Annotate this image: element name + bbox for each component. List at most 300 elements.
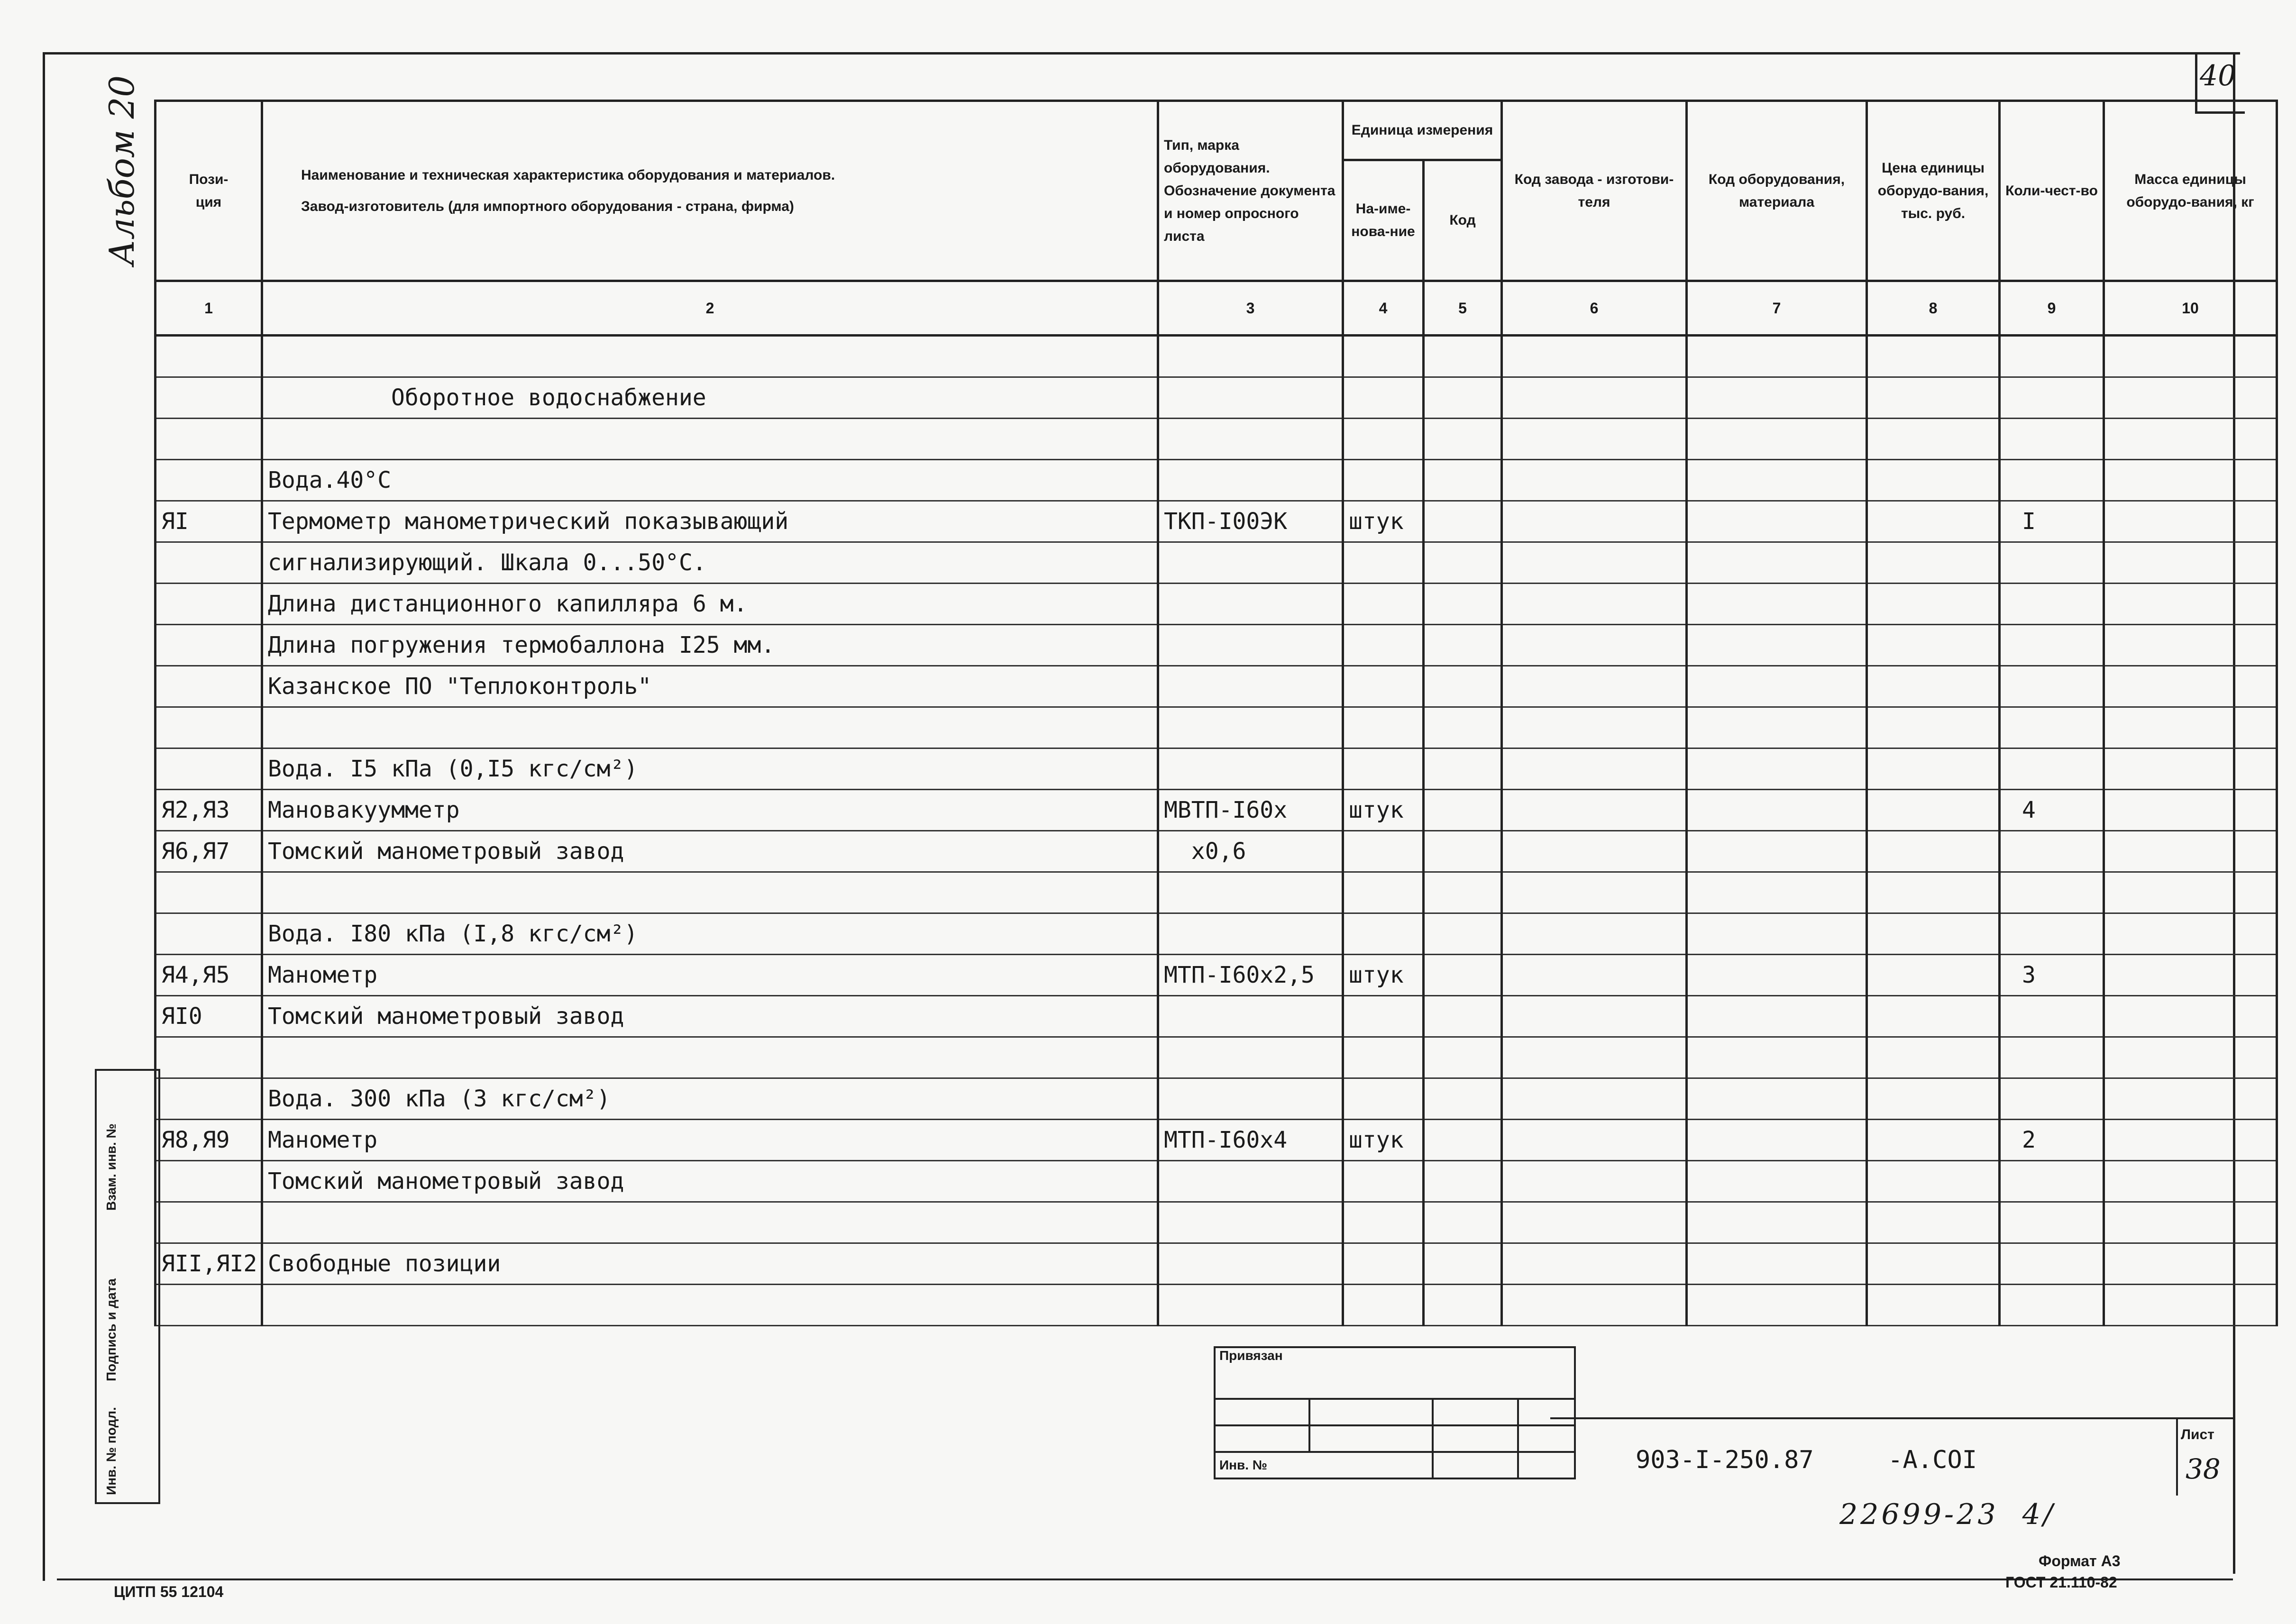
stamp-cell bbox=[1309, 1425, 1433, 1452]
row-unit-code bbox=[1424, 1243, 1502, 1285]
row-unit bbox=[1343, 1202, 1424, 1243]
row-unit-code bbox=[1424, 377, 1502, 419]
row-unit bbox=[1343, 584, 1424, 625]
table-row bbox=[156, 1161, 2277, 1202]
row-quantity bbox=[2000, 707, 2104, 748]
row-position: Я8,Я9 bbox=[156, 1120, 262, 1161]
row-equipment-code bbox=[1687, 625, 1867, 666]
row-equipment-code bbox=[1687, 542, 1867, 584]
stamp-inv-no: Инв. № bbox=[1215, 1452, 1433, 1478]
row-name: Мановакуумметр bbox=[262, 790, 1158, 831]
row-mass bbox=[2104, 707, 2277, 748]
row-factory-code bbox=[1502, 1202, 1687, 1243]
row-mass bbox=[2104, 1285, 2277, 1326]
stamp-cell bbox=[1215, 1425, 1309, 1452]
row-quantity: 4 bbox=[2000, 790, 2104, 831]
header-name-line2: Завод-изготовитель (для импортного оборудования - страна, фирма) bbox=[301, 198, 794, 214]
col-num-10: 10 bbox=[2104, 281, 2277, 336]
row-mass bbox=[2104, 1037, 2277, 1078]
row-price bbox=[1867, 584, 2000, 625]
row-factory-code bbox=[1502, 542, 1687, 584]
row-mass bbox=[2104, 625, 2277, 666]
table-row bbox=[156, 666, 2277, 707]
row-factory-code bbox=[1502, 1120, 1687, 1161]
row-unit bbox=[1343, 1078, 1424, 1120]
row-equipment-code bbox=[1687, 1243, 1867, 1285]
row-quantity bbox=[2000, 542, 2104, 584]
row-name bbox=[262, 1202, 1158, 1243]
row-equipment-code bbox=[1687, 872, 1867, 913]
row-name: Томский манометровый завод bbox=[262, 1161, 1158, 1202]
sheet-label: Лист bbox=[2181, 1427, 2214, 1442]
header-name bbox=[262, 101, 1158, 281]
row-unit bbox=[1343, 913, 1424, 955]
row-quantity bbox=[2000, 748, 2104, 790]
row-mass bbox=[2104, 996, 2277, 1037]
row-unit-code bbox=[1424, 1202, 1502, 1243]
row-position bbox=[156, 460, 262, 501]
row-quantity bbox=[2000, 1285, 2104, 1326]
table-body bbox=[156, 336, 2277, 1326]
row-mass bbox=[2104, 1202, 2277, 1243]
row-price bbox=[1867, 1202, 2000, 1243]
row-unit bbox=[1343, 377, 1424, 419]
side-label-vzam: Взам. инв. № bbox=[104, 1123, 119, 1211]
stamp-privyazan: Привязан bbox=[1215, 1347, 1575, 1399]
table-row bbox=[156, 1037, 2277, 1078]
row-unit bbox=[1343, 625, 1424, 666]
row-name: сигнализирующий. Шкала 0...50°С. bbox=[262, 542, 1158, 584]
row-equipment-code bbox=[1687, 501, 1867, 542]
row-name: Вода. 300 кПа (3 кгс/см²) bbox=[262, 1078, 1158, 1120]
row-type bbox=[1158, 419, 1343, 460]
row-unit-code bbox=[1424, 666, 1502, 707]
header-quantity: Коли-чест-во bbox=[2000, 101, 2104, 281]
row-unit-code bbox=[1424, 955, 1502, 996]
row-unit bbox=[1343, 1161, 1424, 1202]
row-equipment-code bbox=[1687, 955, 1867, 996]
row-quantity: 3 bbox=[2000, 955, 2104, 996]
row-price bbox=[1867, 831, 2000, 872]
row-equipment-code bbox=[1687, 460, 1867, 501]
row-name: Вода. I5 кПа (0,I5 кгс/см²) bbox=[262, 748, 1158, 790]
row-equipment-code bbox=[1687, 1202, 1867, 1243]
sheet-number-top: 40 bbox=[2200, 59, 2236, 92]
stamp-cell bbox=[1518, 1452, 1575, 1478]
row-equipment-code bbox=[1687, 1285, 1867, 1326]
handwritten-inventory-number: 22699-23 4/ bbox=[1839, 1498, 2056, 1531]
row-quantity bbox=[2000, 460, 2104, 501]
row-unit-code bbox=[1424, 831, 1502, 872]
row-factory-code bbox=[1502, 913, 1687, 955]
row-factory-code bbox=[1502, 872, 1687, 913]
row-quantity bbox=[2000, 666, 2104, 707]
row-price bbox=[1867, 336, 2000, 377]
row-name bbox=[262, 707, 1158, 748]
row-quantity bbox=[2000, 1161, 2104, 1202]
row-quantity bbox=[2000, 419, 2104, 460]
row-type bbox=[1158, 1037, 1343, 1078]
row-position bbox=[156, 707, 262, 748]
row-factory-code bbox=[1502, 666, 1687, 707]
row-mass bbox=[2104, 1120, 2277, 1161]
row-type: МВТП-I60х bbox=[1158, 790, 1343, 831]
row-name: Длина погружения термобаллона I25 мм. bbox=[262, 625, 1158, 666]
row-price bbox=[1867, 1120, 2000, 1161]
row-unit bbox=[1343, 1285, 1424, 1326]
row-name bbox=[262, 419, 1158, 460]
row-unit-code bbox=[1424, 419, 1502, 460]
row-position: Я6,Я7 bbox=[156, 831, 262, 872]
header-unit-price: Цена единицы оборудо-вания, тыс. руб. bbox=[1867, 101, 2000, 281]
row-quantity bbox=[2000, 996, 2104, 1037]
row-factory-code bbox=[1502, 625, 1687, 666]
row-position bbox=[156, 419, 262, 460]
stamp-cell bbox=[1215, 1399, 1309, 1425]
row-mass bbox=[2104, 501, 2277, 542]
row-type bbox=[1158, 707, 1343, 748]
row-mass bbox=[2104, 336, 2277, 377]
gost-label: ГОСТ 21.110-82 bbox=[2005, 1574, 2117, 1591]
table-row bbox=[156, 1078, 2277, 1120]
row-mass bbox=[2104, 666, 2277, 707]
row-price bbox=[1867, 666, 2000, 707]
row-factory-code bbox=[1502, 1243, 1687, 1285]
row-price bbox=[1867, 1243, 2000, 1285]
row-unit bbox=[1343, 707, 1424, 748]
row-type bbox=[1158, 542, 1343, 584]
row-quantity bbox=[2000, 377, 2104, 419]
row-price bbox=[1867, 1078, 2000, 1120]
stamp-cell bbox=[1433, 1399, 1518, 1425]
row-quantity: 2 bbox=[2000, 1120, 2104, 1161]
row-price bbox=[1867, 460, 2000, 501]
table-row bbox=[156, 542, 2277, 584]
side-label-podpis: Подпись и дата bbox=[104, 1278, 119, 1381]
row-mass bbox=[2104, 790, 2277, 831]
row-quantity bbox=[2000, 625, 2104, 666]
row-mass bbox=[2104, 542, 2277, 584]
table-row bbox=[156, 831, 2277, 872]
row-unit: штук bbox=[1343, 1120, 1424, 1161]
row-mass bbox=[2104, 1243, 2277, 1285]
row-unit-code bbox=[1424, 460, 1502, 501]
row-position bbox=[156, 1161, 262, 1202]
header-type: Тип, марка оборудования. Обозначение документа и номер опросного листа bbox=[1158, 101, 1343, 281]
row-name bbox=[262, 872, 1158, 913]
row-mass bbox=[2104, 913, 2277, 955]
row-position bbox=[156, 1285, 262, 1326]
side-label-inv-podl: Инв. № подл. bbox=[104, 1407, 119, 1495]
col-num-2: 2 bbox=[262, 281, 1158, 336]
row-equipment-code bbox=[1687, 1078, 1867, 1120]
row-name: Вода. I80 кПа (I,8 кгс/см²) bbox=[262, 913, 1158, 955]
row-equipment-code bbox=[1687, 666, 1867, 707]
row-unit-code bbox=[1424, 996, 1502, 1037]
row-price bbox=[1867, 707, 2000, 748]
table-row bbox=[156, 336, 2277, 377]
stamp-cell bbox=[1309, 1399, 1433, 1425]
binding-stamp bbox=[1214, 1346, 1576, 1479]
row-position bbox=[156, 625, 262, 666]
row-price bbox=[1867, 377, 2000, 419]
table-row bbox=[156, 913, 2277, 955]
table-row bbox=[156, 955, 2277, 996]
header-unit-code: Код bbox=[1424, 160, 1502, 281]
row-equipment-code bbox=[1687, 336, 1867, 377]
row-type: ТКП-I00ЭК bbox=[1158, 501, 1343, 542]
row-equipment-code bbox=[1687, 831, 1867, 872]
row-factory-code bbox=[1502, 1037, 1687, 1078]
row-unit bbox=[1343, 831, 1424, 872]
row-name: Длина дистанционного капилляра 6 м. bbox=[262, 584, 1158, 625]
row-type bbox=[1158, 1078, 1343, 1120]
header-position: Пози- ция bbox=[156, 101, 262, 281]
row-quantity bbox=[2000, 831, 2104, 872]
row-mass bbox=[2104, 584, 2277, 625]
row-equipment-code bbox=[1687, 1037, 1867, 1078]
row-unit-code bbox=[1424, 1120, 1502, 1161]
row-equipment-code bbox=[1687, 419, 1867, 460]
row-factory-code bbox=[1502, 831, 1687, 872]
row-price bbox=[1867, 872, 2000, 913]
row-factory-code bbox=[1502, 460, 1687, 501]
row-quantity bbox=[2000, 872, 2104, 913]
row-equipment-code bbox=[1687, 707, 1867, 748]
table-row bbox=[156, 584, 2277, 625]
row-quantity bbox=[2000, 1202, 2104, 1243]
col-num-1: 1 bbox=[156, 281, 262, 336]
row-factory-code bbox=[1502, 336, 1687, 377]
table-row bbox=[156, 1120, 2277, 1161]
row-quantity bbox=[2000, 1243, 2104, 1285]
row-factory-code bbox=[1502, 1078, 1687, 1120]
row-type bbox=[1158, 377, 1343, 419]
row-factory-code bbox=[1502, 748, 1687, 790]
row-quantity bbox=[2000, 584, 2104, 625]
header-name-line1: Наименование и техническая характеристика оборудования и материалов. bbox=[301, 167, 835, 183]
row-equipment-code bbox=[1687, 1120, 1867, 1161]
row-factory-code bbox=[1502, 584, 1687, 625]
row-equipment-code bbox=[1687, 1161, 1867, 1202]
row-factory-code bbox=[1502, 790, 1687, 831]
row-equipment-code bbox=[1687, 584, 1867, 625]
row-equipment-code bbox=[1687, 377, 1867, 419]
row-equipment-code bbox=[1687, 996, 1867, 1037]
row-factory-code bbox=[1502, 1285, 1687, 1326]
header-unit-mass: Масса единицы оборудо-вания, кг bbox=[2104, 101, 2277, 281]
row-type: х0,6 bbox=[1158, 831, 1343, 872]
row-unit bbox=[1343, 872, 1424, 913]
table-row bbox=[156, 748, 2277, 790]
table-row bbox=[156, 996, 2277, 1037]
row-position bbox=[156, 1202, 262, 1243]
table-row bbox=[156, 1243, 2277, 1285]
row-unit-code bbox=[1424, 584, 1502, 625]
table-row bbox=[156, 377, 2277, 419]
row-equipment-code bbox=[1687, 790, 1867, 831]
row-unit-code bbox=[1424, 1161, 1502, 1202]
row-price bbox=[1867, 1285, 2000, 1326]
row-name: Манометр bbox=[262, 1120, 1158, 1161]
row-quantity: I bbox=[2000, 501, 2104, 542]
row-unit-code bbox=[1424, 1285, 1502, 1326]
row-factory-code bbox=[1502, 1161, 1687, 1202]
row-position bbox=[156, 584, 262, 625]
album-label: Альбом 20 bbox=[102, 75, 142, 265]
row-name: Свободные позиции bbox=[262, 1243, 1158, 1285]
row-unit bbox=[1343, 1037, 1424, 1078]
row-unit: штук bbox=[1343, 955, 1424, 996]
row-name: Томский манометровый завод bbox=[262, 831, 1158, 872]
row-unit-code bbox=[1424, 872, 1502, 913]
row-price bbox=[1867, 996, 2000, 1037]
row-unit-code bbox=[1424, 336, 1502, 377]
row-unit-code bbox=[1424, 501, 1502, 542]
row-price bbox=[1867, 625, 2000, 666]
row-position: ЯII,ЯI2 bbox=[156, 1243, 262, 1285]
row-unit bbox=[1343, 666, 1424, 707]
row-quantity bbox=[2000, 1078, 2104, 1120]
header-unit-group: Единица измерения bbox=[1343, 101, 1502, 160]
row-type bbox=[1158, 1285, 1343, 1326]
row-position bbox=[156, 872, 262, 913]
row-mass bbox=[2104, 872, 2277, 913]
row-name: Томский манометровый завод bbox=[262, 996, 1158, 1037]
row-quantity bbox=[2000, 336, 2104, 377]
row-unit: штук bbox=[1343, 790, 1424, 831]
equipment-specification-table bbox=[154, 100, 2278, 1326]
row-type bbox=[1158, 748, 1343, 790]
row-position: ЯI bbox=[156, 501, 262, 542]
row-name bbox=[262, 1037, 1158, 1078]
row-mass bbox=[2104, 955, 2277, 996]
header-factory-code: Код завода - изготови-теля bbox=[1502, 101, 1687, 281]
row-type bbox=[1158, 1202, 1343, 1243]
cntip-label: ЦИТП 55 12104 bbox=[114, 1583, 224, 1600]
table-row bbox=[156, 872, 2277, 913]
format-label: Формат А3 bbox=[2039, 1552, 2121, 1569]
table-row bbox=[156, 1285, 2277, 1326]
col-num-7: 7 bbox=[1687, 281, 1867, 336]
table-row bbox=[156, 501, 2277, 542]
row-type bbox=[1158, 666, 1343, 707]
row-mass bbox=[2104, 377, 2277, 419]
row-position bbox=[156, 336, 262, 377]
row-price bbox=[1867, 913, 2000, 955]
row-type bbox=[1158, 460, 1343, 501]
row-factory-code bbox=[1502, 419, 1687, 460]
row-position bbox=[156, 666, 262, 707]
row-position bbox=[156, 913, 262, 955]
row-name bbox=[262, 336, 1158, 377]
row-mass bbox=[2104, 831, 2277, 872]
col-num-5: 5 bbox=[1424, 281, 1502, 336]
row-unit bbox=[1343, 748, 1424, 790]
row-position: Я2,Я3 bbox=[156, 790, 262, 831]
title-block-line bbox=[1550, 1417, 2233, 1419]
row-quantity bbox=[2000, 1037, 2104, 1078]
sheet-number: 38 bbox=[2186, 1453, 2221, 1485]
row-type bbox=[1158, 336, 1343, 377]
row-unit: штук bbox=[1343, 501, 1424, 542]
col-num-9: 9 bbox=[2000, 281, 2104, 336]
row-type bbox=[1158, 996, 1343, 1037]
stamp-cell bbox=[1518, 1425, 1575, 1452]
row-price bbox=[1867, 748, 2000, 790]
row-position: Я4,Я5 bbox=[156, 955, 262, 996]
table-row bbox=[156, 707, 2277, 748]
row-unit bbox=[1343, 542, 1424, 584]
row-mass bbox=[2104, 1078, 2277, 1120]
row-position: ЯI0 bbox=[156, 996, 262, 1037]
row-price bbox=[1867, 1037, 2000, 1078]
table-row bbox=[156, 1202, 2277, 1243]
row-position bbox=[156, 542, 262, 584]
row-unit-code bbox=[1424, 542, 1502, 584]
document-number: 903-I-250.87 -А.СОI bbox=[1636, 1446, 1977, 1474]
table-row bbox=[156, 460, 2277, 501]
row-mass bbox=[2104, 419, 2277, 460]
header-equipment-code: Код оборудования, материала bbox=[1687, 101, 1867, 281]
frame-bottom-edge bbox=[57, 1578, 2233, 1580]
approval-side-block bbox=[95, 1069, 160, 1504]
header-unit-name: На-име-нова-ние bbox=[1343, 160, 1424, 281]
stamp-cell bbox=[1433, 1425, 1518, 1452]
row-mass bbox=[2104, 748, 2277, 790]
row-mass bbox=[2104, 1161, 2277, 1202]
row-factory-code bbox=[1502, 707, 1687, 748]
row-unit bbox=[1343, 1243, 1424, 1285]
row-factory-code bbox=[1502, 501, 1687, 542]
row-mass bbox=[2104, 460, 2277, 501]
row-unit-code bbox=[1424, 913, 1502, 955]
row-unit bbox=[1343, 419, 1424, 460]
table-row bbox=[156, 625, 2277, 666]
row-type: МТП-I60х4 bbox=[1158, 1120, 1343, 1161]
table-row bbox=[156, 419, 2277, 460]
row-position bbox=[156, 748, 262, 790]
row-price bbox=[1867, 790, 2000, 831]
row-unit-code bbox=[1424, 707, 1502, 748]
row-position bbox=[156, 377, 262, 419]
row-unit bbox=[1343, 336, 1424, 377]
row-position bbox=[156, 1037, 262, 1078]
col-num-3: 3 bbox=[1158, 281, 1343, 336]
col-num-8: 8 bbox=[1867, 281, 2000, 336]
row-unit-code bbox=[1424, 748, 1502, 790]
row-type bbox=[1158, 1243, 1343, 1285]
table-row bbox=[156, 790, 2277, 831]
stamp-cell bbox=[1433, 1452, 1518, 1478]
row-price bbox=[1867, 1161, 2000, 1202]
row-name: Казанское ПО "Теплоконтроль" bbox=[262, 666, 1158, 707]
row-price bbox=[1867, 542, 2000, 584]
row-unit bbox=[1343, 996, 1424, 1037]
row-unit bbox=[1343, 460, 1424, 501]
row-price bbox=[1867, 955, 2000, 996]
row-type bbox=[1158, 584, 1343, 625]
row-factory-code bbox=[1502, 377, 1687, 419]
row-factory-code bbox=[1502, 955, 1687, 996]
row-equipment-code bbox=[1687, 748, 1867, 790]
row-name: Оборотное водоснабжение bbox=[262, 377, 1158, 419]
row-type: МТП-I60х2,5 bbox=[1158, 955, 1343, 996]
row-name bbox=[262, 1285, 1158, 1326]
col-num-4: 4 bbox=[1343, 281, 1424, 336]
row-unit-code bbox=[1424, 790, 1502, 831]
row-unit-code bbox=[1424, 1037, 1502, 1078]
